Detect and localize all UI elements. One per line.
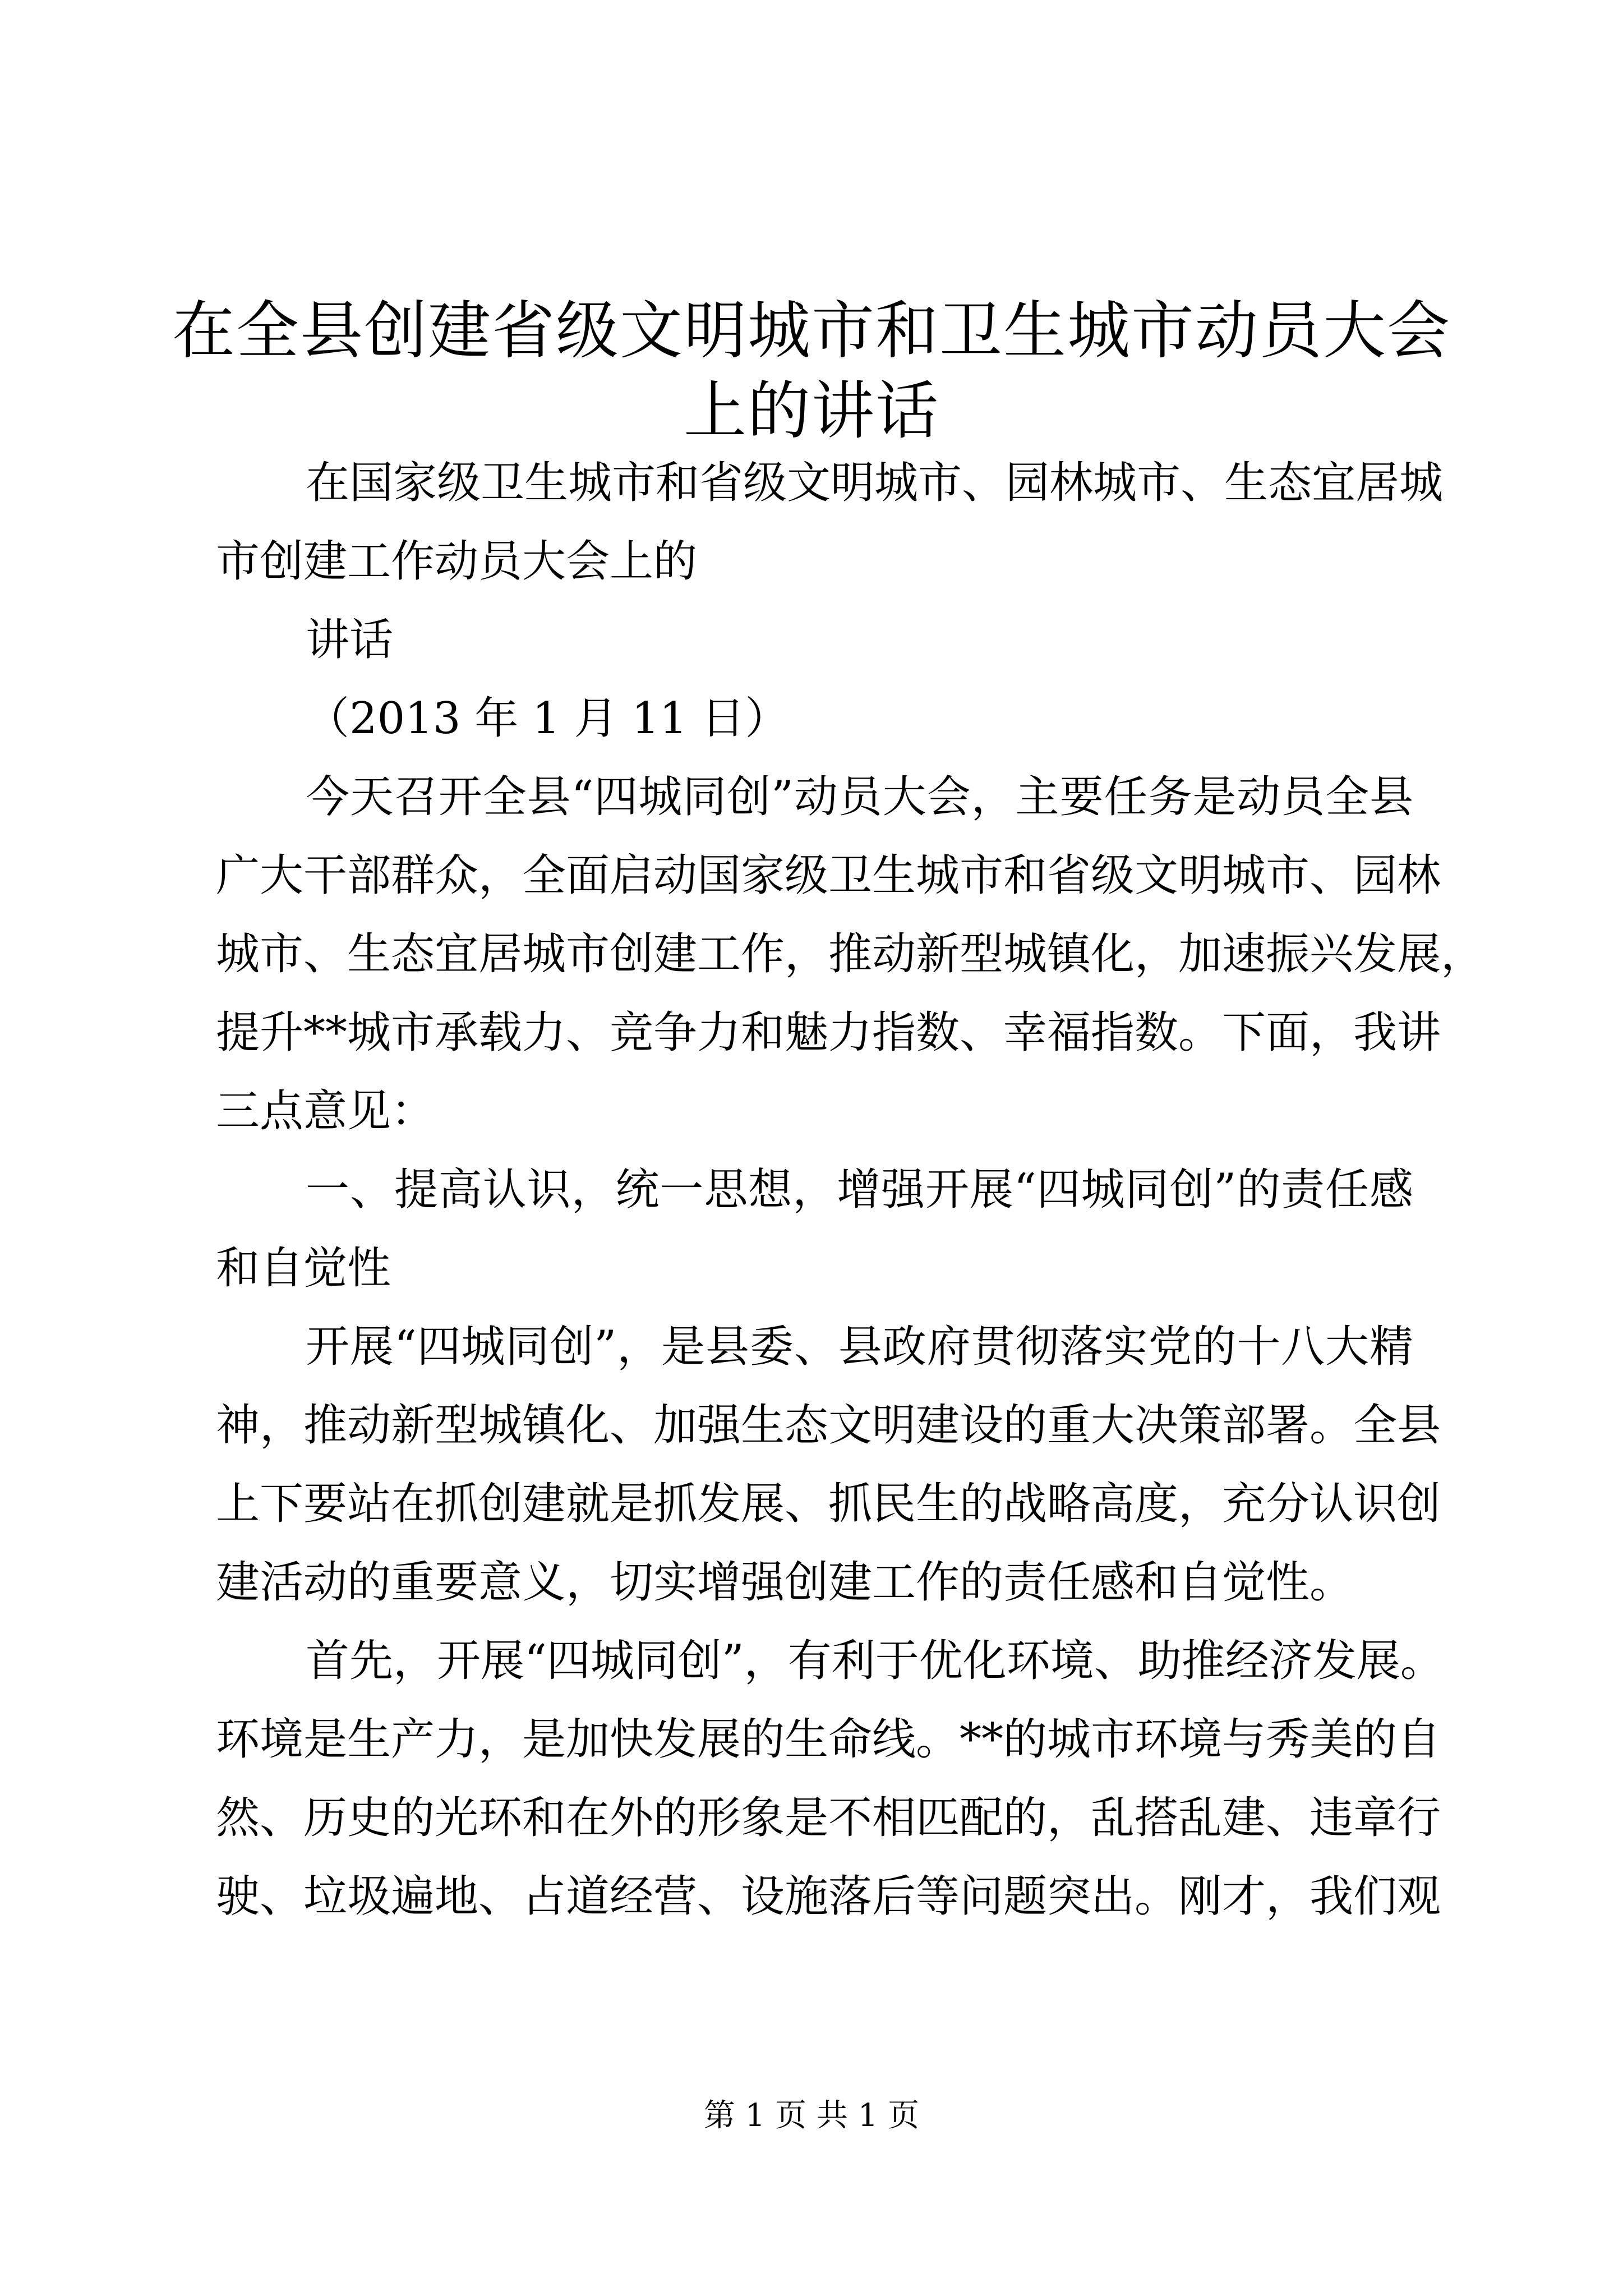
body-line: 讲话 [306,615,394,665]
body-line: 开展“四城同创”，是县委、县政府贯彻落实党的十八大精 [306,1322,1413,1372]
body-line: 建活动的重要意义，切实增强创建工作的责任感和自觉性。 [216,1557,1354,1608]
body-line: （2013 年 1 月 11 日） [306,693,789,744]
body-line: 首先，开展“四城同创”，有利于优化环境、助推经济发展。 [306,1636,1444,1686]
body-line: 提升**城市承载力、竞争力和魅力指数、幸福指数。下面，我讲 [216,1007,1441,1058]
body-line: 然、历史的光环和在外的形象是不相匹配的，乱搭乱建、违章行 [216,1793,1441,1843]
page-number-footer: 第 1 页 共 1 页 [703,2097,920,2134]
body-line: 市创建工作动员大会上的 [216,536,698,587]
body-line: 环境是生产力，是加快发展的生命线。**的城市环境与秀美的自 [216,1714,1441,1765]
section-heading-line: 和自觉性 [216,1243,391,1294]
body-line: 城市、生态宜居城市创建工作，推动新型城镇化，加速振兴发展， [216,929,1485,979]
body-line: 驶、垃圾遍地、占道经营、设施落后等问题突出。刚才，我们观 [216,1871,1441,1922]
body-line: 广大干部群众，全面启动国家级卫生城市和省级文明城市、园林 [216,850,1441,901]
body-line: 今天召开全县“四城同创”动员大会，主要任务是动员全县 [306,772,1413,822]
body-line: 神，推动新型城镇化、加强生态文明建设的重大决策部署。全县 [216,1400,1441,1451]
section-heading-line: 一、提高认识，统一思想，增强开展“四城同创”的责任感 [306,1165,1413,1215]
document-title-line-1: 在全县创建省级文明城市和卫生城市动员大会 [172,295,1451,367]
body-line: 上下要站在抓创建就是抓发展、抓民生的战略高度，充分认识创 [216,1479,1441,1529]
body-line: 三点意见： [216,1086,435,1137]
body-line: 在国家级卫生城市和省级文明城市、园林城市、生态宜居城 [306,458,1444,508]
document-title-line-2: 上的讲话 [684,375,939,448]
